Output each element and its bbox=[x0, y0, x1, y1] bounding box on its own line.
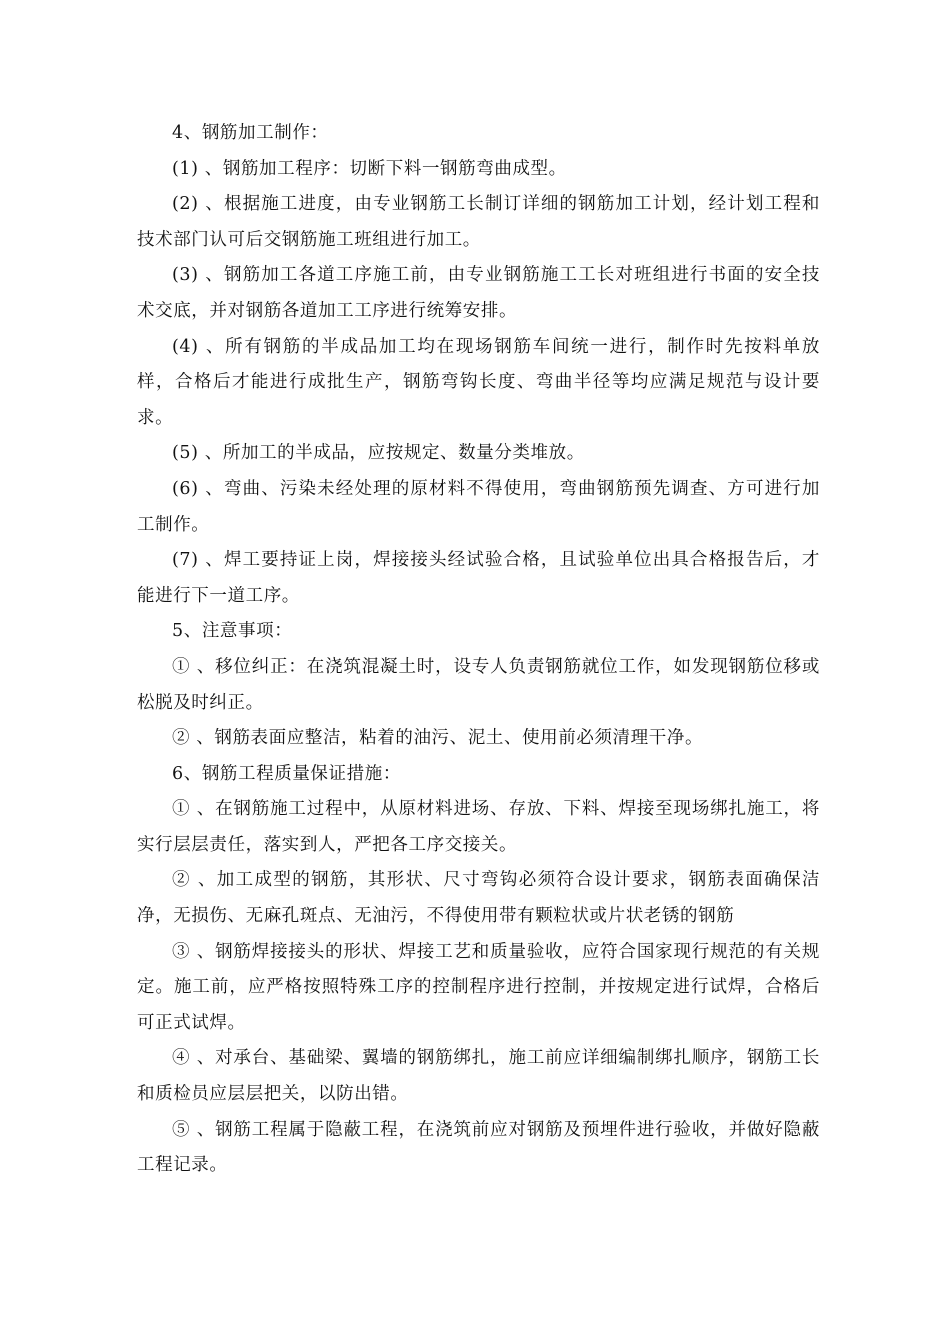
paragraph-4-3: (3) 、钢筋加工各道工序施工前，由专业钢筋施工工长对班组进行书面的安全技术交底，并对钢筋各道加工工序进行统筹安排。 bbox=[137, 265, 820, 321]
paragraph-4-6: (6) 、弯曲、污染未经处理的原材料不得使用，弯曲钢筋预先调查、方可进行加工制作。 bbox=[137, 478, 820, 535]
paragraph-4-4: (4) 、所有钢筋的半成品加工均在现场钢筋车间统一进行，制作时先按料单放样，合格后才能进行成批生产，钢筋弯钩长度、弯曲半径等均应满足规范与设计要求。 bbox=[137, 336, 820, 428]
section-heading-4: 4、钢筋加工制作： bbox=[172, 123, 329, 143]
paragraph-4-7: (7) 、焊工要持证上岗，焊接接头经试验合格，且试验单位出具合格报告后，才能进行下一道工序。 bbox=[137, 550, 820, 606]
section-heading-6: 6、钢筋工程质量保证措施： bbox=[172, 763, 401, 784]
section-heading-5: 5、注意事项： bbox=[172, 621, 293, 642]
paragraph-6-5: ⑤ 、钢筋工程属于隐蔽工程，在浇筑前应对钢筋及预埋件进行验收，并做好隐蔽工程记录。 bbox=[137, 1119, 820, 1176]
paragraph-4-2: (2) 、根据施工进度，由专业钢筋工长制订详细的钢筋加工计划，经计划工程和技术部门认可后交钢筋施工班组进行加工。 bbox=[137, 194, 820, 250]
paragraph-6-3: ③ 、钢筋焊接接头的形状、焊接工艺和质量验收，应符合国家现行规范的有关规定。施工前，应严格按照特殊工序的控制程序进行控制，并按规定进行试焊，合格后可正式试焊。 bbox=[137, 941, 820, 1033]
paragraph-6-2: ② 、加工成型的钢筋，其形状、尺寸弯钩必须符合设计要求，钢筋表面确保洁净，无损伤、无麻孔斑点、无油污，不得使用带有颗粒状或片状老锈的钢筋 bbox=[137, 870, 820, 927]
paragraph-4-5: (5) 、所加工的半成品，应按规定、数量分类堆放。 bbox=[172, 443, 585, 464]
paragraph-6-4: ④ 、对承台、基础梁、翼墙的钢筋绑扎，施工前应详细编制绑扎顺序，钢筋工长和质检员应层层把关，以防出错。 bbox=[137, 1048, 820, 1105]
paragraph-4-1: (1) 、钢筋加工程序：切断下料一钢筋弯曲成型。 bbox=[172, 158, 567, 179]
paragraph-5-1: ① 、移位纠正：在浇筑混凝土时，设专人负责钢筋就位工作，如发现钢筋位移或松脱及时纠正。 bbox=[137, 656, 820, 713]
paragraph-6-1: ① 、在钢筋施工过程中，从原材料进场、存放、下料、焊接至现场绑扎施工，将实行层层责任，落实到人，严把各工序交接关。 bbox=[137, 799, 820, 855]
paragraph-5-2: ② 、钢筋表面应整洁，粘着的油污、泥土、使用前必须清理干净。 bbox=[172, 728, 704, 749]
